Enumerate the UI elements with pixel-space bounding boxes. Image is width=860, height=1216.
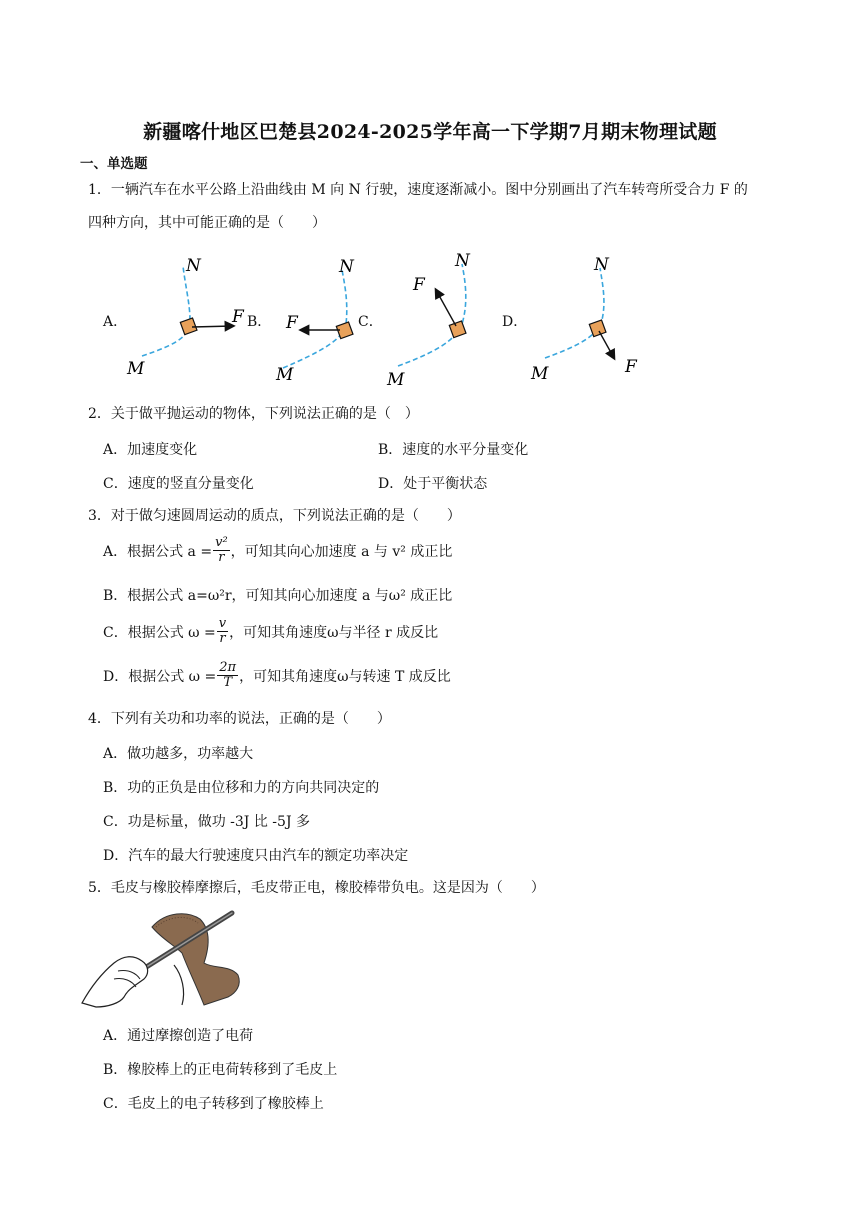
q3-option-d-pre: D．根据公式 ω =	[103, 668, 217, 685]
force-arrow	[192, 326, 233, 327]
force-label: F	[413, 275, 425, 295]
q2-option-b[interactable]: B．速度的水平分量变化	[378, 442, 529, 458]
q3-option-c[interactable]	[103, 617, 438, 646]
q1-option-c-label[interactable]: C．	[358, 314, 383, 330]
fraction-denominator: r	[218, 550, 225, 565]
point-n-label: N	[186, 256, 201, 276]
q3-option-a[interactable]	[103, 536, 452, 565]
q3-option-a-post: ，可知其向心加速度 a 与 v² 成正比	[230, 543, 453, 560]
point-m-label: M	[127, 359, 145, 379]
fur-piece	[152, 914, 239, 1005]
fraction-denominator: r	[219, 631, 226, 646]
section-heading: 一、单选题	[80, 156, 148, 172]
fur-rubber-rod-illustration	[78, 905, 248, 1010]
point-n-label: N	[594, 255, 609, 275]
q1-diagrams	[0, 240, 860, 400]
point-n-label: N	[455, 251, 470, 271]
q1-option-b-label[interactable]: B．	[247, 314, 272, 330]
q5-option-b[interactable]: B．橡胶棒上的正电荷转移到了毛皮上	[103, 1062, 338, 1078]
q1-diagram-d	[530, 255, 638, 384]
point-n-label: N	[339, 257, 354, 277]
q5-stem: 5．毛皮与橡胶棒摩擦后，毛皮带正电，橡胶棒带负电。这是因为（ ）	[88, 880, 545, 896]
q3-option-c-fraction	[217, 617, 228, 646]
q5-option-c[interactable]: C．毛皮上的电子转移到了橡胶棒上	[103, 1096, 324, 1112]
force-arrow	[436, 290, 456, 326]
q1-diagram-c	[386, 251, 471, 390]
q1-option-d-label[interactable]: D．	[502, 314, 528, 330]
force-arrow	[599, 331, 614, 358]
force-label: F	[625, 357, 637, 377]
q1-option-a-label[interactable]: A．	[103, 314, 128, 330]
q5-option-a[interactable]: A．通过摩擦创造了电荷	[103, 1028, 254, 1044]
q3-option-d[interactable]	[103, 661, 451, 690]
q4-option-c[interactable]: C．功是标量，做功 -3J 比 -5J 多	[103, 814, 311, 830]
q4-option-b[interactable]: B．功的正负是由位移和力的方向共同决定的	[103, 780, 380, 796]
q1-diagram-a	[126, 256, 245, 379]
q3-stem: 3．对于做匀速圆周运动的质点，下列说法正确的是（ ）	[88, 508, 461, 524]
point-m-label: M	[276, 365, 294, 385]
force-label: F	[232, 307, 244, 327]
q2-option-c[interactable]: C．速度的竖直分量变化	[103, 476, 254, 492]
q3-option-b[interactable]: B．根据公式 a=ω²r，可知其向心加速度 a 与ω² 成正比	[103, 588, 453, 604]
fraction-numerator: 2π	[219, 660, 237, 675]
q2-option-d[interactable]: D．处于平衡状态	[378, 476, 488, 492]
point-m-label: M	[387, 370, 405, 390]
page-title: 新疆喀什地区巴楚县2024-2025学年高一下学期7月期末物理试题	[143, 121, 717, 143]
q1-stem-line2: 四种方向，其中可能正确的是（ ）	[88, 215, 326, 231]
q3-option-a-fraction	[213, 536, 230, 565]
q4-option-d[interactable]: D．汽车的最大行驶速度只由汽车的额定功率决定	[103, 848, 409, 864]
force-label: F	[286, 313, 298, 333]
fraction-numerator: v²	[215, 535, 228, 550]
q3-option-a-pre: A．根据公式 a =	[103, 543, 213, 560]
q3-option-c-pre: C．根据公式 ω =	[103, 624, 216, 641]
point-m-label: M	[531, 364, 549, 384]
car-block	[449, 321, 466, 338]
fraction-numerator: v	[218, 616, 227, 631]
curved-path	[545, 268, 604, 358]
q1-diagram-b	[275, 257, 355, 385]
q2-stem: 2．关于做平抛运动的物体，下列说法正确的是（ ）	[88, 406, 419, 422]
q4-option-a[interactable]: A．做功越多，功率越大	[103, 746, 254, 762]
hand	[82, 957, 148, 1007]
curved-path	[142, 266, 190, 356]
curved-path	[398, 264, 466, 366]
hand-outline	[174, 965, 184, 1005]
q1-stem-line1: 1．一辆汽车在水平公路上沿曲线由 M 向 N 行驶，速度逐渐减小。图中分别画出了汽车转弯所受合力 F 的	[88, 182, 748, 198]
q3-option-d-post: ，可知其角速度ω与转速 T 成反比	[239, 668, 451, 685]
q2-option-a[interactable]: A．加速度变化	[103, 442, 198, 458]
fraction-denominator: T	[223, 675, 233, 690]
q3-option-c-post: ，可知其角速度ω与半径 r 成反比	[229, 624, 439, 641]
q3-option-d-fraction	[217, 661, 238, 690]
q4-stem: 4．下列有关功和功率的说法，正确的是（ ）	[88, 711, 391, 727]
